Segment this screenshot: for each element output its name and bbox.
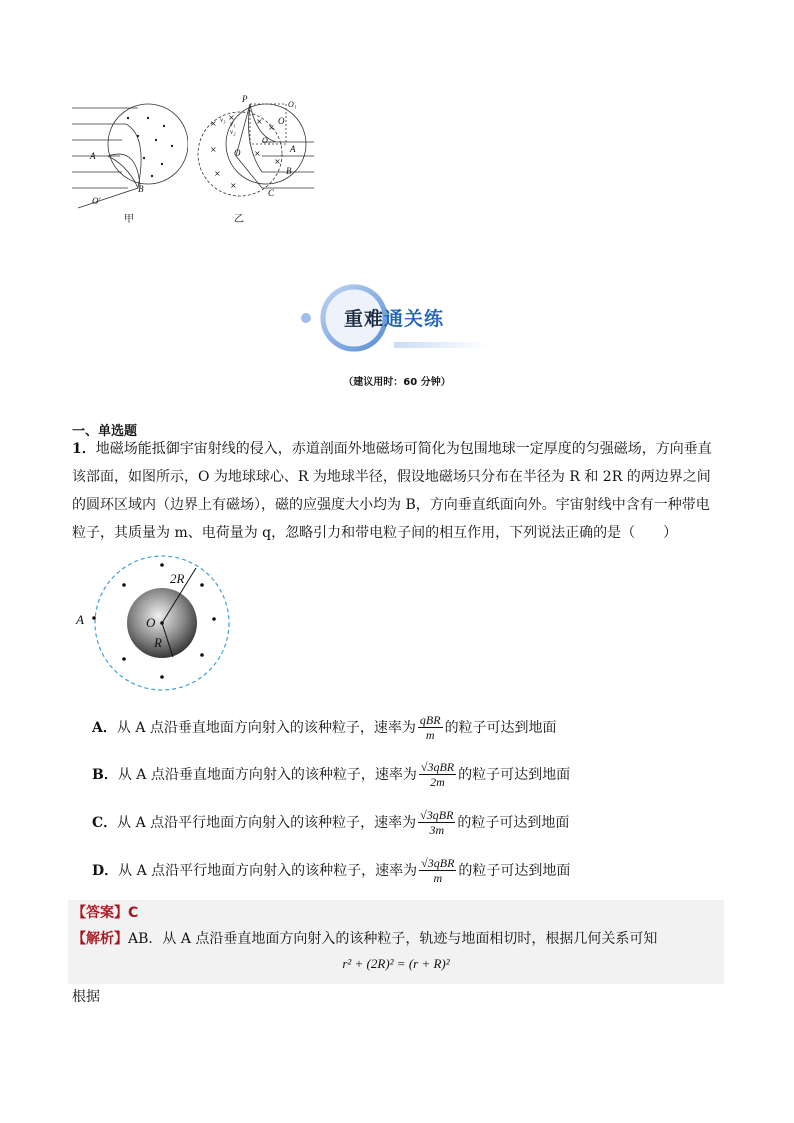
yi-point-p: P — [242, 94, 248, 104]
svg-text:×: × — [274, 157, 281, 166]
option-b-fraction — [419, 760, 456, 789]
svg-text:×: × — [228, 113, 235, 122]
option-c[interactable] — [92, 802, 569, 842]
yi-velocity-v1: v₁ — [230, 120, 236, 128]
svg-text:×: × — [210, 145, 217, 154]
svg-text:×: × — [214, 169, 221, 178]
option-c-post: 的粒子可达到地面 — [457, 815, 570, 831]
yi-point-o-upper: O — [278, 116, 285, 126]
yi-velocity-v3: v₃ — [220, 116, 226, 124]
jia-point-o-prime: O' — [92, 196, 101, 206]
option-c-pre: 从 A 点沿平行地面方向射入的该种粒子，速率为 — [117, 815, 417, 831]
option-a-numerator: qBR — [419, 712, 441, 727]
option-d-denominator: m — [433, 870, 443, 885]
yi-point-c: C — [268, 188, 275, 198]
option-d-post: 的粒子可达到地面 — [458, 863, 571, 879]
option-b[interactable] — [92, 754, 570, 794]
banner-title-part2: 通关练 — [384, 308, 445, 330]
option-a-letter: A． — [92, 720, 117, 736]
jia-point-a: A — [90, 151, 96, 161]
option-d-pre: 从 A 点沿平行地面方向射入的该种粒子，速率为 — [118, 863, 418, 879]
analysis-text: AB．从 A 点沿垂直地面方向射入的该种粒子，轨迹与地面相切时，根据几何关系可知 — [128, 931, 658, 947]
svg-text:×: × — [256, 117, 263, 126]
option-a[interactable] — [92, 707, 557, 747]
option-a-denominator: m — [425, 727, 435, 742]
svg-text:×: × — [268, 123, 275, 132]
section-banner — [296, 282, 496, 358]
svg-text:×: × — [230, 181, 237, 190]
option-a-post: 的粒子可达到地面 — [444, 720, 557, 736]
yi-point-o2: O₂ — [262, 136, 271, 145]
question-text: 地磁场能抵御宇宙射线的侵入，赤道剖面外地磁场可简化为包围地球一定厚度的匀强磁场，方向垂直该部面，如图所示，O 为地球球心、R 为地球半径，假设地磁场只分布在半径为 R 和 2R 的两边界之间的圆环区域内（边界上有磁场），磁的应强度大小均为 B，方向垂直纸面向外。宇宙射线中含有一种带电粒子，其质量为 m、电荷量为 q，忽略引力和带电粒子间的相互作用，下列说法正确的是（ ） — [72, 441, 712, 541]
analysis-line — [72, 928, 657, 948]
option-b-numerator: √3qBR — [420, 759, 455, 774]
option-d-fraction — [419, 856, 456, 885]
question-figure — [74, 555, 234, 695]
option-d-letter: D． — [92, 863, 119, 879]
answer-line — [72, 902, 138, 922]
figure-yi-diagram — [196, 96, 320, 226]
option-a-fraction — [418, 713, 443, 742]
answer-analysis-box — [68, 900, 724, 984]
yi-point-o1: O₁ — [288, 100, 297, 109]
yi-point-o-lower: O — [234, 148, 241, 158]
figure-jia-diagram — [68, 96, 188, 226]
section-heading: 一、单选题 — [72, 424, 138, 439]
option-d[interactable] — [92, 850, 570, 890]
yi-point-a: A — [290, 144, 296, 154]
option-b-post: 的粒子可达到地面 — [458, 767, 571, 783]
banner-title — [344, 304, 444, 331]
figure-yi — [196, 96, 320, 226]
option-c-fraction — [418, 808, 455, 837]
yi-velocity-v2: v₂ — [230, 128, 236, 136]
answer-tag: 【答案】 — [72, 905, 128, 921]
question-number: 1． — [72, 441, 96, 457]
svg-text:×: × — [210, 119, 217, 128]
option-a-pre: 从 A 点沿垂直地面方向射入的该种粒子，速率为 — [116, 720, 416, 736]
figure-yi-label: 乙 — [234, 214, 244, 225]
figure-label-2r: 2R — [170, 571, 185, 586]
figure-jia-label: 甲 — [124, 214, 134, 225]
figure-jia — [68, 96, 188, 226]
option-c-letter: C． — [92, 815, 118, 831]
analysis-tag: 【解析】 — [72, 931, 128, 947]
analysis-formula: r² + (2R)² = (r + R)² — [342, 956, 450, 971]
option-b-denominator: 2m — [430, 774, 445, 789]
option-d-numerator: √3qBR — [421, 855, 455, 870]
option-b-pre: 从 A 点沿垂直地面方向射入的该种粒子，速率为 — [117, 767, 417, 783]
banner-title-part1: 重难 — [344, 308, 385, 330]
yi-point-b: B — [286, 166, 292, 176]
figure-label-r: R — [154, 635, 162, 650]
option-c-numerator: √3qBR — [420, 807, 454, 822]
svg-text:×: × — [254, 149, 261, 158]
figure-point-a: A — [76, 612, 84, 627]
option-b-letter: B． — [92, 767, 118, 783]
answer-value: C — [128, 905, 139, 921]
option-c-denominator: 3m — [429, 822, 445, 837]
jia-point-b: B — [138, 184, 144, 194]
question-1 — [72, 435, 722, 547]
banner-subtitle: （建议用时：60 分钟） — [343, 377, 451, 388]
footer-text: 根据 — [72, 989, 100, 1005]
figure-point-o: O — [146, 615, 156, 630]
